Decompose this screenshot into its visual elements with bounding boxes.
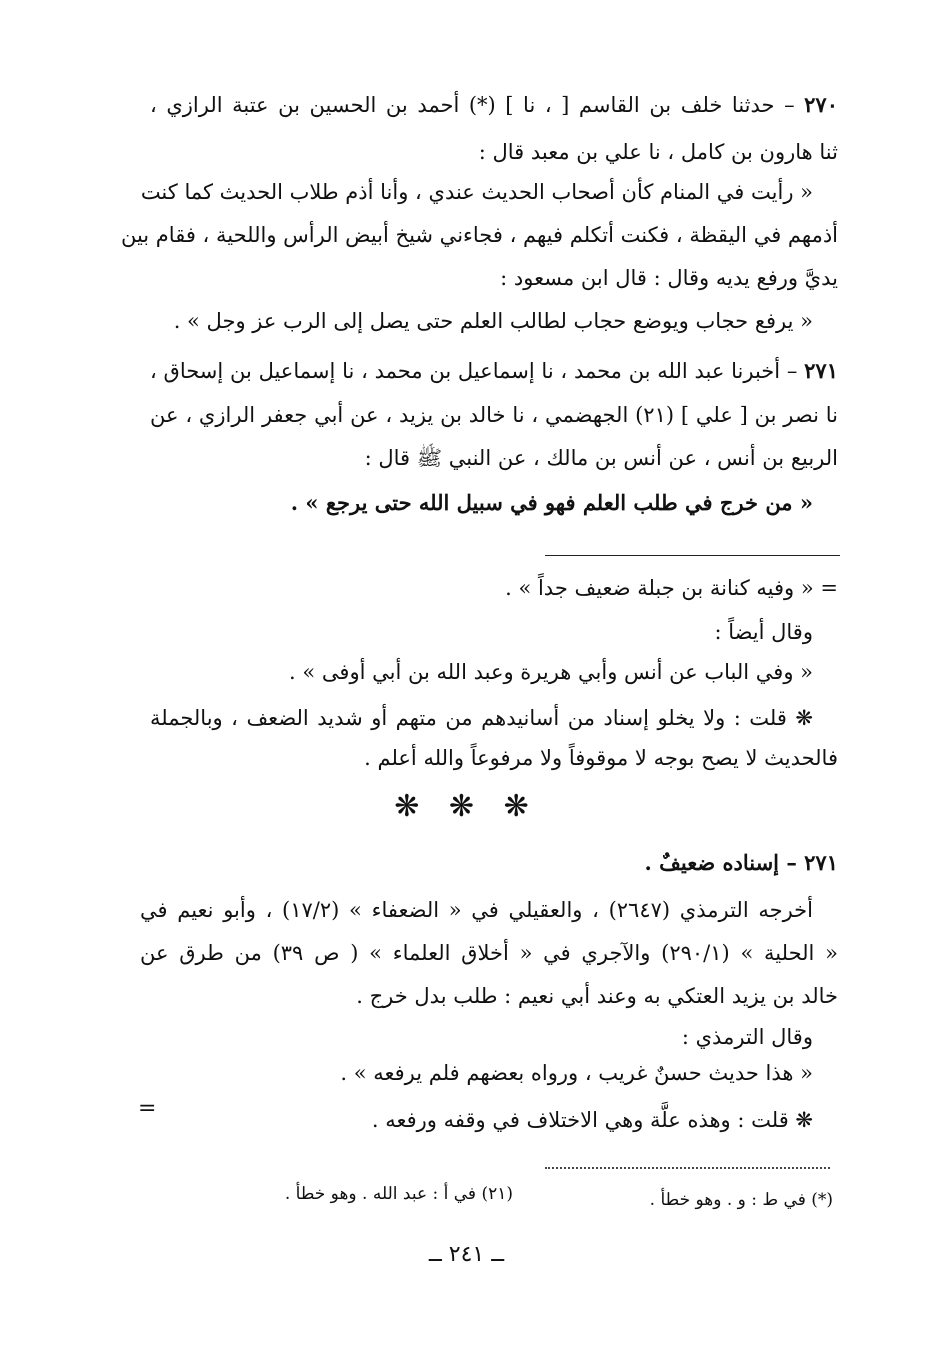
- takhrij-line-2: « الحلية » (٢٩٠/١) والآجري في « أخلاق العلماء » ( ص ٣٩) من طرق عن: [140, 941, 838, 965]
- note-line-3: « وفي الباب عن أنس وأبي هريرة وعبد الله بن أبي أوفى » .: [289, 660, 813, 684]
- takhrij-line-4: وقال الترمذي :: [681, 1025, 813, 1049]
- section-divider-stars: ❋ ❋ ❋: [394, 789, 539, 824]
- hadith-270-line-4: أذمهم في اليقظة ، فكنت أتكلم فيهم ، فجاءني شيخ أبيض الرأس واللحية ، فقام بين: [120, 223, 838, 247]
- hadith-270-number: ٢٧٠: [804, 92, 838, 117]
- hadith-270-line-6: « يرفع حجاب ويوضع حجاب لطالب العلم حتى يصل إلى الرب عز وجل » .: [173, 309, 813, 333]
- hadith-271-line-2: نا نصر بن [ علي ] (٢١) الجهضمي ، نا خالد بن يزيد ، عن أبي جعفر الرازي ، عن: [150, 403, 838, 427]
- takhrij-line-6: ❋ قلت : وهذه علَّة وهي الاختلاف في وقفه ورفعه .: [371, 1108, 813, 1132]
- hadith-271-line-1: [150, 356, 838, 386]
- takhrij-line-3: خالد بن يزيد العتكي به وعند أبي نعيم : طلب بدل خرج .: [356, 984, 838, 1008]
- continuation-mark: =: [138, 1096, 157, 1121]
- hadith-271-line-3: الربيع بن أنس ، عن أنس بن مالك ، عن النبي ﷺ قال :: [364, 446, 838, 470]
- footnote-star: (*) في ط : و . وهو خطأ .: [649, 1190, 833, 1210]
- takhrij-line-5: « هذا حديث حسنٌ غريب ، ورواه بعضهم فلم يرفعه » .: [340, 1061, 813, 1085]
- hadith-271-line-1-text: – أخبرنا عبد الله بن محمد ، نا إسماعيل بن محمد ، نا إسماعيل بن إسحاق ،: [150, 359, 798, 383]
- note-line-4: ❋ قلت : ولا يخلو إسناد من أسانيدهم من متهم أو شديد الضعف ، وبالجملة: [150, 706, 813, 730]
- takhrij-line-1: أخرجه الترمذي (٢٦٤٧) ، والعقيلي في « الضعفاء » (١٧/٢) ، وأبو نعيم في: [140, 898, 813, 922]
- hadith-271-number: ٢٧١: [804, 358, 838, 383]
- hadith-270-line-1: [150, 90, 838, 120]
- note-line-1: = « وفيه كنانة بن جبلة ضعيف جداً » .: [505, 576, 838, 600]
- hadith-270-line-5: يديَّ ورفع يديه وقال : قال ابن مسعود :: [500, 266, 838, 290]
- footnote-21: (٢١) في أ : عبد الله . وهو خطأ .: [284, 1184, 513, 1204]
- notes-separator: [545, 555, 840, 556]
- hadith-270-line-2: ثنا هارون بن كامل ، نا علي بن معبد قال :: [478, 140, 838, 164]
- takhrij-heading: ٢٧١ – إسناده ضعيفٌ .: [644, 850, 838, 875]
- hadith-270-line-1-text: – حدثنا خلف بن القاسم [ ، نا ] (*) أحمد بن الحسين بن عتبة الرازي ،: [150, 93, 795, 117]
- note-line-5: فالحديث لا يصح بوجه لا موقوفاً ولا مرفوعاً والله أعلم .: [364, 746, 838, 770]
- footnote-separator: [545, 1167, 830, 1169]
- note-line-2: وقال أيضاً :: [714, 620, 813, 644]
- page-number: ــ ٢٤١ ــ: [428, 1242, 505, 1267]
- hadith-271-line-4: « من خرج في طلب العلم فهو في سبيل الله حتى يرجع » .: [290, 490, 813, 515]
- hadith-270-line-3: « رأيت في المنام كأن أصحاب الحديث عندي ، وأنا أذم طلاب الحديث كما كنت: [140, 180, 813, 204]
